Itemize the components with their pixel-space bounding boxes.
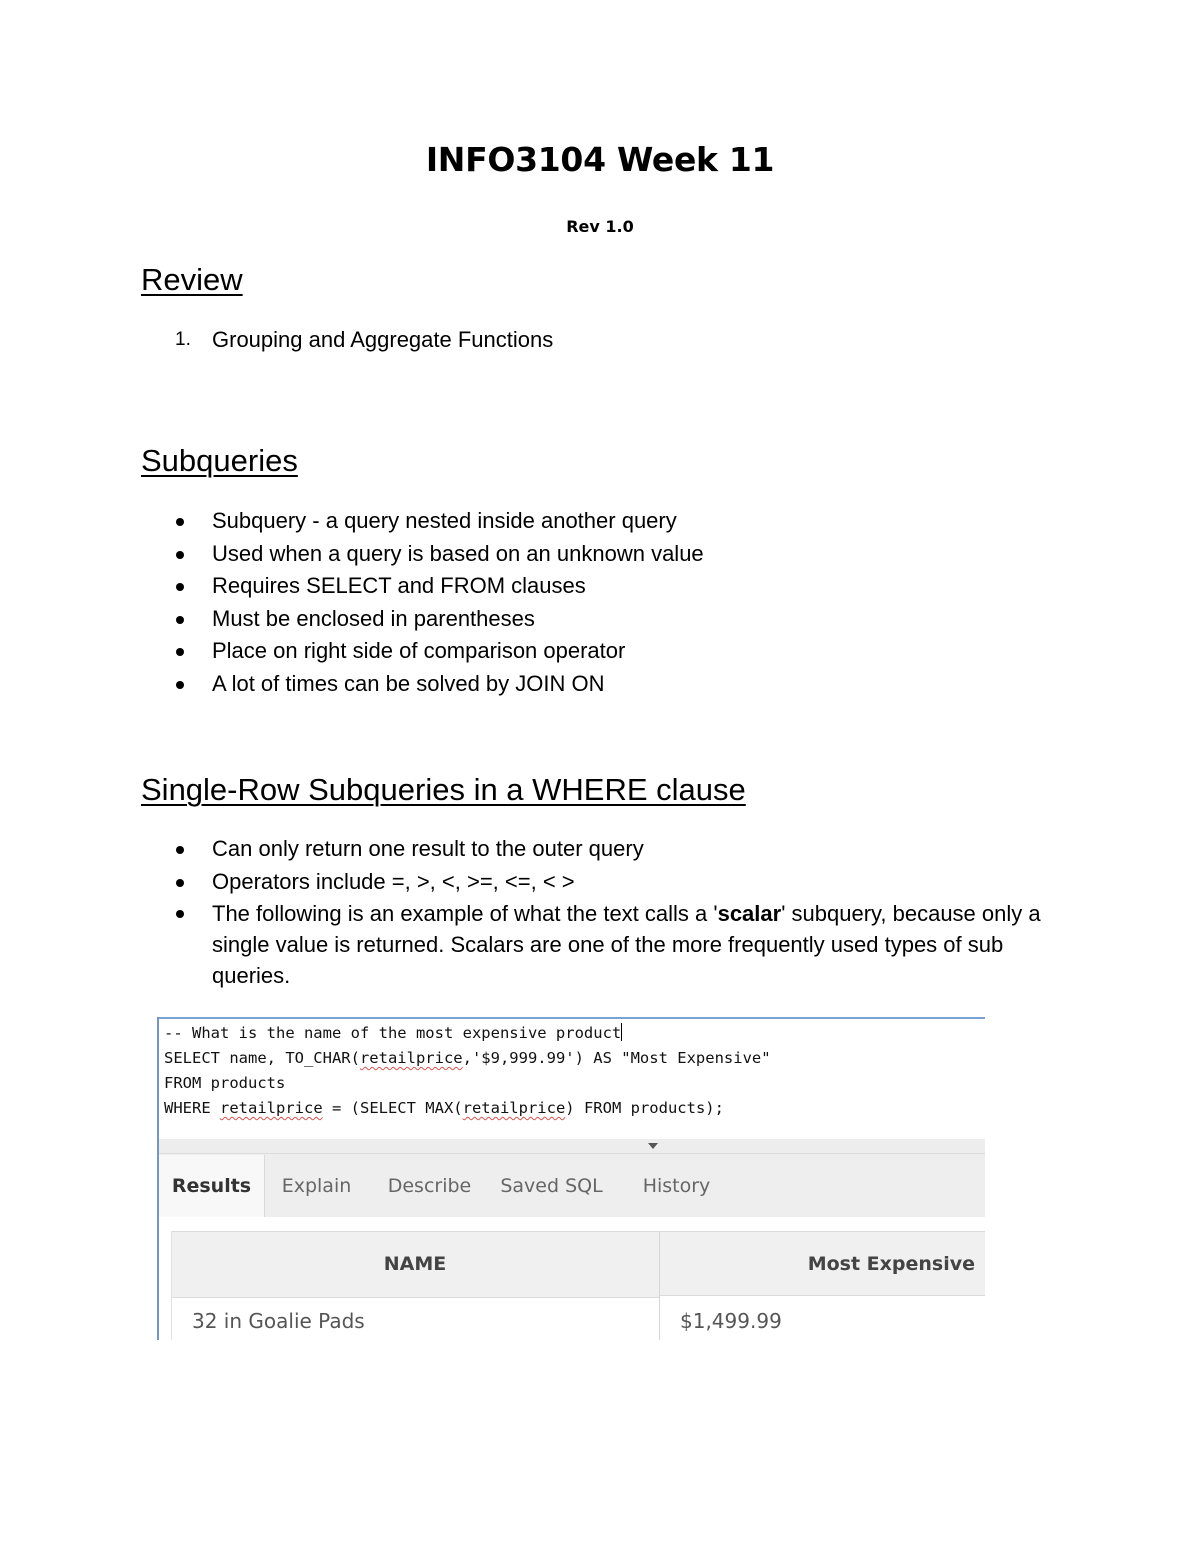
column-header-most-expensive[interactable]: Most Expensive	[660, 1231, 985, 1296]
sql-editor[interactable]	[164, 1021, 771, 1121]
single-row-heading: Single-Row Subqueries in a WHERE clause	[141, 772, 746, 807]
scalar-text-after: ' subquery, because only a single value is returned. Scalars are one of the more frequently used types of sub queries.	[212, 901, 1041, 989]
bullet-icon	[176, 648, 184, 656]
list-item	[141, 603, 704, 636]
sql-workshop-screenshot	[157, 1017, 985, 1340]
list-item	[141, 898, 1068, 991]
list-item	[141, 866, 1068, 899]
bullet-icon	[176, 846, 184, 854]
list-item-text: Must be enclosed in parentheses	[212, 605, 535, 631]
sql-select-part: ,'$9,999.99') AS "Most Expensive"	[462, 1049, 771, 1067]
tab-results[interactable]: Results	[159, 1155, 265, 1217]
single-row-bullet-list	[141, 833, 1068, 991]
bullet-icon	[176, 551, 184, 559]
tab-saved-sql[interactable]: Saved SQL	[500, 1175, 603, 1197]
review-list	[141, 324, 553, 357]
sql-where-part: = (SELECT MAX(	[322, 1099, 463, 1117]
document-title: INFO3104 Week 11	[425, 140, 775, 179]
results-tab-bar	[159, 1153, 985, 1217]
bullet-icon	[176, 583, 184, 591]
list-item	[141, 570, 704, 603]
collapse-arrow-icon[interactable]	[648, 1143, 658, 1149]
sql-from-line: FROM products	[164, 1074, 286, 1092]
bullet-icon	[176, 518, 184, 526]
list-item-text: Used when a query is based on an unknown value	[212, 540, 704, 566]
text-cursor	[621, 1023, 622, 1041]
spellcheck-word: retailprice	[220, 1099, 323, 1117]
editor-top-border	[157, 1017, 985, 1019]
scalar-text-before: The following is an example of what the text calls a '	[212, 901, 718, 927]
bullet-icon	[176, 616, 184, 624]
spellcheck-word: retailprice	[462, 1099, 566, 1117]
bullet-icon	[176, 879, 184, 887]
list-item-text: Place on right side of comparison operator	[212, 638, 626, 664]
sql-where-part: ) FROM products);	[565, 1099, 724, 1117]
subqueries-heading: Subqueries	[141, 443, 298, 478]
list-item-text: Requires SELECT and FROM clauses	[212, 573, 586, 599]
tab-describe[interactable]: Describe	[387, 1175, 472, 1197]
table-cell-price: $1,499.99	[680, 1309, 782, 1333]
list-item	[141, 538, 704, 571]
table-border	[171, 1231, 172, 1340]
sql-select-part: SELECT name, TO_CHAR(	[164, 1049, 360, 1067]
list-item-text: Grouping and Aggregate Functions	[212, 327, 554, 352]
list-item-text: A lot of times can be solved by JOIN ON	[212, 670, 605, 696]
list-item	[141, 324, 553, 357]
table-cell-name: 32 in Goalie Pads	[192, 1309, 365, 1333]
list-item-text: Can only return one result to the outer query	[212, 836, 644, 861]
list-number: 1.	[175, 329, 191, 350]
tab-history[interactable]: History	[642, 1175, 711, 1197]
spellcheck-word: retailprice	[359, 1049, 463, 1067]
list-item-text: Operators include =, >, <, >=, <=, < >	[212, 868, 575, 894]
sql-comment-line: -- What is the name of the most expensive product	[164, 1024, 622, 1042]
column-divider	[659, 1231, 660, 1340]
column-header-name[interactable]: NAME	[171, 1231, 659, 1298]
bullet-icon	[176, 681, 184, 689]
pane-splitter[interactable]	[159, 1139, 985, 1153]
list-item	[141, 668, 704, 701]
revision-label: Rev 1.0	[566, 217, 634, 236]
bullet-icon	[176, 910, 184, 918]
tab-explain[interactable]: Explain	[281, 1175, 352, 1197]
scalar-bold-term: scalar	[717, 901, 782, 927]
sql-where-part: WHERE	[164, 1099, 220, 1117]
review-heading: Review	[141, 262, 243, 297]
list-item	[141, 505, 704, 538]
list-item-text: Subquery - a query nested inside another query	[212, 508, 677, 533]
list-item	[141, 635, 704, 668]
list-item	[141, 833, 1068, 866]
subqueries-bullet-list	[141, 505, 704, 701]
